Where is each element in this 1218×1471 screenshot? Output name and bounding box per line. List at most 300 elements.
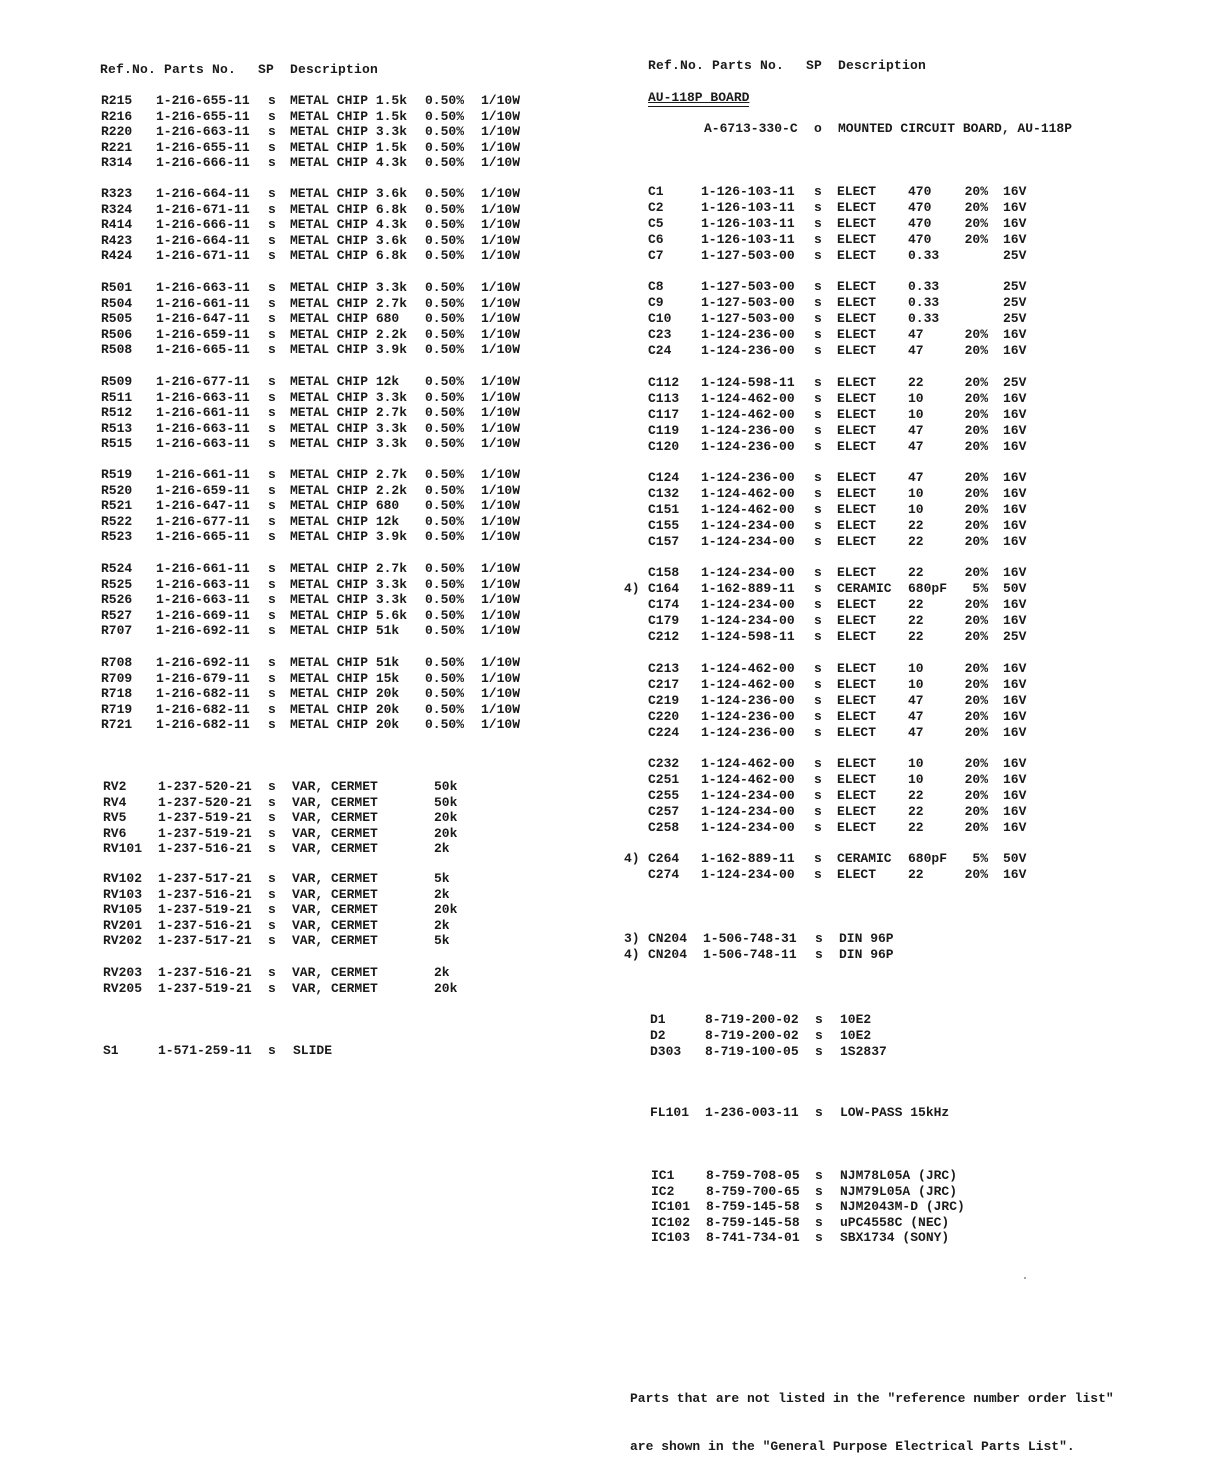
resistor-row-part: 1-216-661-11 bbox=[156, 405, 250, 421]
capacitor-row bbox=[0, 200, 1218, 216]
var-resistor-row-part: 1-237-519-21 bbox=[158, 810, 252, 826]
left-header-desc: Description bbox=[290, 62, 379, 77]
capacitor-row-part: 1-127-503-00 bbox=[701, 247, 795, 263]
capacitor-row-desc: ELECT bbox=[837, 310, 877, 326]
capacitor-row-ref: C124 bbox=[648, 470, 680, 485]
capacitor-row-val: 22 bbox=[908, 628, 924, 644]
capacitor-row-sp: s bbox=[814, 247, 822, 263]
capacitor-row-sp: s bbox=[814, 565, 822, 580]
capacitor-row-volt: 16V bbox=[1003, 326, 1027, 342]
capacitor-row-sp: s bbox=[814, 628, 822, 644]
capacitor-row-sp: s bbox=[814, 375, 822, 390]
resistor-row-desc: METAL CHIP 3.3k bbox=[290, 592, 408, 608]
resistor-row-ref: R520 bbox=[101, 482, 133, 498]
resistor-row-tol: 0.50% bbox=[425, 436, 465, 452]
capacitor-row bbox=[0, 820, 1218, 836]
capacitor-row-val: 47 bbox=[908, 708, 924, 724]
resistor-row-tol: 0.50% bbox=[425, 655, 465, 670]
resistor-row-part: 1-216-655-11 bbox=[156, 139, 250, 155]
resistor-row-tol: 0.50% bbox=[425, 623, 465, 639]
capacitor-row-tol: 5% bbox=[972, 851, 988, 866]
resistor-row-desc: METAL CHIP 680 bbox=[290, 498, 400, 514]
capacitor-row-volt: 16V bbox=[1003, 533, 1027, 549]
resistor-row-desc: METAL CHIP 3.3k bbox=[290, 576, 408, 592]
capacitor-row-volt: 16V bbox=[1003, 517, 1027, 533]
capacitor-row-val: 22 bbox=[908, 787, 924, 803]
diode-row-desc: 10E2 bbox=[840, 1012, 872, 1027]
capacitor-row-ref: C213 bbox=[648, 661, 680, 676]
capacitor-row-ref: C224 bbox=[648, 724, 680, 740]
capacitor-row-sp: s bbox=[814, 406, 822, 422]
ic-row-sp: s bbox=[815, 1214, 823, 1230]
var-resistor-row bbox=[0, 887, 1218, 903]
resistor-row-sp: s bbox=[268, 248, 276, 264]
var-resistor-row-part: 1-237-520-21 bbox=[158, 779, 252, 794]
resistor-row-sp: s bbox=[268, 529, 276, 545]
capacitor-row bbox=[0, 470, 1218, 486]
resistor-row-sp: s bbox=[268, 389, 276, 405]
connector-row-note: 3) bbox=[624, 931, 640, 946]
capacitor-row-volt: 25V bbox=[1003, 294, 1027, 310]
resistor-row-desc: METAL CHIP 3.6k bbox=[290, 232, 408, 248]
resistor-row-part: 1-216-692-11 bbox=[156, 655, 250, 670]
resistor-row-part: 1-216-682-11 bbox=[156, 686, 250, 702]
var-resistor-row bbox=[0, 981, 1218, 997]
resistor-row-desc: METAL CHIP 3.3k bbox=[290, 280, 408, 295]
capacitor-row bbox=[0, 420, 1218, 439]
capacitor-row-desc: ELECT bbox=[837, 596, 877, 612]
capacitor-row-volt: 16V bbox=[1003, 724, 1027, 740]
stray-mark bbox=[1024, 1277, 1026, 1279]
capacitor-row-part: 1-124-462-00 bbox=[701, 390, 795, 406]
capacitor-row-sp: s bbox=[814, 803, 822, 819]
capacitor-row bbox=[0, 629, 1218, 645]
resistor-row-part: 1-216-665-11 bbox=[156, 529, 250, 545]
var-resistor-row-sp: s bbox=[268, 980, 276, 996]
footnote-line-2: are shown in the "General Purpose Electrical Parts List". bbox=[630, 1439, 1075, 1454]
resistor-row-sp: s bbox=[268, 701, 276, 717]
resistor-row-watt: 1/10W bbox=[481, 124, 521, 140]
var-resistor-row-ref: RV105 bbox=[103, 902, 143, 918]
resistor-row-sp: s bbox=[268, 342, 276, 358]
resistor-row-tol: 0.50% bbox=[425, 670, 465, 686]
capacitor-row-val: 47 bbox=[908, 422, 924, 438]
var-resistor-row-desc: VAR, CERMET bbox=[292, 825, 378, 841]
resistor-row-ref: R216 bbox=[101, 108, 133, 124]
filter-ref: FL101 bbox=[650, 1105, 690, 1120]
capacitor-row-ref: C264 bbox=[648, 851, 680, 866]
switch-ref: S1 bbox=[103, 1043, 119, 1058]
capacitor-row-tol: 20% bbox=[964, 406, 988, 422]
capacitor-row-desc: ELECT bbox=[837, 628, 877, 644]
capacitor-row-tol: 20% bbox=[964, 612, 988, 628]
right-header-desc: Description bbox=[838, 58, 927, 73]
capacitor-row-part: 1-162-889-11 bbox=[701, 580, 795, 596]
capacitor-row-part: 1-127-503-00 bbox=[701, 279, 795, 294]
capacitor-row-tol: 20% bbox=[964, 803, 988, 819]
capacitor-row bbox=[0, 248, 1218, 264]
capacitor-row-tol: 20% bbox=[964, 375, 988, 390]
resistor-row-desc: METAL CHIP 2.7k bbox=[290, 405, 408, 421]
connector-row-desc: DIN 96P bbox=[839, 947, 894, 962]
var-resistor-row-val: 2k bbox=[434, 917, 450, 933]
resistor-row-desc: METAL CHIP 3.9k bbox=[290, 529, 408, 545]
capacitor-row bbox=[0, 279, 1218, 295]
resistor-row-desc: METAL CHIP 15k bbox=[290, 670, 400, 686]
ic-row-desc: uPC4558C (NEC) bbox=[840, 1214, 950, 1230]
capacitor-row-tol: 20% bbox=[964, 596, 988, 612]
capacitor-row-ref: C157 bbox=[648, 533, 680, 549]
resistor-row-tol: 0.50% bbox=[425, 342, 465, 358]
capacitor-row-volt: 16V bbox=[1003, 184, 1027, 199]
resistor-row-sp: s bbox=[268, 686, 276, 702]
resistor-row-part: 1-216-671-11 bbox=[156, 201, 250, 217]
capacitor-row-tol: 20% bbox=[964, 422, 988, 438]
resistor-row-sp: s bbox=[268, 576, 276, 592]
switch-desc: SLIDE bbox=[293, 1043, 333, 1058]
capacitor-row bbox=[0, 772, 1218, 788]
capacitor-row-val: 10 bbox=[908, 485, 924, 501]
resistor-row-ref: R511 bbox=[101, 389, 133, 405]
capacitor-row-sp: s bbox=[814, 438, 822, 454]
capacitor-row-tol: 20% bbox=[964, 866, 988, 882]
capacitor-row-part: 1-162-889-11 bbox=[701, 851, 795, 866]
resistor-row-ref: R707 bbox=[101, 623, 133, 639]
capacitor-row-tol: 20% bbox=[964, 438, 988, 454]
capacitor-row-volt: 25V bbox=[1003, 375, 1027, 390]
resistor-row-desc: METAL CHIP 20k bbox=[290, 701, 400, 717]
resistor-row-watt: 1/10W bbox=[481, 576, 521, 592]
resistor-row-part: 1-216-677-11 bbox=[156, 513, 250, 529]
capacitor-row-tol: 20% bbox=[964, 533, 988, 549]
capacitor-row-volt: 16V bbox=[1003, 501, 1027, 517]
resistor-row bbox=[0, 109, 1218, 125]
capacitor-row-note: 4) bbox=[624, 580, 640, 596]
capacitor-row-desc: ELECT bbox=[837, 661, 877, 676]
resistor-row-part: 1-216-663-11 bbox=[156, 436, 250, 452]
capacitor-row bbox=[0, 232, 1218, 248]
capacitor-row-desc: ELECT bbox=[837, 612, 877, 628]
resistor-row-ref: R414 bbox=[101, 217, 133, 233]
diode-row-sp: s bbox=[815, 1028, 823, 1043]
capacitor-row-part: 1-124-236-00 bbox=[701, 470, 795, 485]
capacitor-row-val: 22 bbox=[908, 596, 924, 612]
resistor-row-watt: 1/10W bbox=[481, 592, 521, 608]
resistor-row-part: 1-216-661-11 bbox=[156, 561, 250, 576]
left-header-sp: SP bbox=[258, 62, 275, 77]
var-resistor-row-ref: RV4 bbox=[103, 794, 127, 810]
resistor-row-ref: R521 bbox=[101, 498, 133, 514]
capacitor-row-volt: 16V bbox=[1003, 756, 1027, 771]
capacitor-row-sp: s bbox=[814, 787, 822, 803]
resistor-row-sp: s bbox=[268, 186, 276, 201]
capacitor-row-desc: ELECT bbox=[837, 375, 877, 390]
var-resistor-row-part: 1-237-519-21 bbox=[158, 825, 252, 841]
switch-part: 1-571-259-11 bbox=[158, 1043, 252, 1058]
resistor-row-ref: R324 bbox=[101, 201, 133, 217]
var-resistor-row-desc: VAR, CERMET bbox=[292, 841, 378, 857]
resistor-row-sp: s bbox=[268, 139, 276, 155]
resistor-row-part: 1-216-659-11 bbox=[156, 326, 250, 342]
capacitor-row-ref: C119 bbox=[648, 422, 680, 438]
capacitor-row-tol: 20% bbox=[964, 565, 988, 580]
capacitor-row-sp: s bbox=[814, 612, 822, 628]
diode-row bbox=[0, 1028, 1218, 1044]
capacitor-row-part: 1-124-236-00 bbox=[701, 708, 795, 724]
ic-row-desc: NJM2043M-D (JRC) bbox=[840, 1199, 965, 1215]
resistor-row-sp: s bbox=[268, 592, 276, 608]
resistor-row-ref: R220 bbox=[101, 124, 133, 140]
capacitor-row-desc: ELECT bbox=[837, 819, 877, 835]
resistor-row-part: 1-216-655-11 bbox=[156, 108, 250, 124]
capacitor-row bbox=[0, 439, 1218, 455]
resistor-row-desc: METAL CHIP 2.7k bbox=[290, 561, 408, 576]
resistor-row-sp: s bbox=[268, 467, 276, 482]
capacitor-row-sp: s bbox=[814, 199, 822, 215]
capacitor-row bbox=[0, 677, 1218, 693]
capacitor-row-part: 1-124-462-00 bbox=[701, 485, 795, 501]
capacitor-row-val: 10 bbox=[908, 501, 924, 517]
capacitor-row bbox=[0, 804, 1218, 820]
capacitor-row-volt: 50V bbox=[1003, 851, 1027, 866]
capacitor-row-desc: ELECT bbox=[837, 470, 877, 485]
resistor-row-ref: R515 bbox=[101, 436, 133, 452]
capacitor-row bbox=[0, 661, 1218, 677]
diode-row-desc: 10E2 bbox=[840, 1028, 872, 1043]
capacitor-row-volt: 16V bbox=[1003, 406, 1027, 422]
filter-desc: LOW-PASS 15kHz bbox=[840, 1105, 950, 1120]
ic-row-ref: IC103 bbox=[651, 1230, 691, 1246]
resistor-row-watt: 1/10W bbox=[481, 311, 521, 327]
capacitor-row-desc: ELECT bbox=[837, 724, 877, 740]
resistor-row-watt: 1/10W bbox=[481, 436, 521, 452]
capacitor-row-sp: s bbox=[814, 580, 822, 596]
capacitor-row-val: 47 bbox=[908, 724, 924, 740]
var-resistor-row-part: 1-237-519-21 bbox=[158, 980, 252, 996]
ic-row-ref: IC2 bbox=[651, 1183, 675, 1199]
capacitor-row-tol: 20% bbox=[964, 215, 988, 231]
capacitor-row-part: 1-126-103-11 bbox=[701, 199, 795, 215]
resistor-row-desc: METAL CHIP 2.2k bbox=[290, 326, 408, 342]
capacitor-row-ref: C8 bbox=[648, 279, 664, 294]
capacitor-row-ref: C212 bbox=[648, 628, 680, 644]
resistor-row bbox=[0, 140, 1218, 156]
connector-row-sp: s bbox=[815, 947, 823, 962]
capacitor-row-sp: s bbox=[814, 470, 822, 485]
resistor-row-ref: R221 bbox=[101, 139, 133, 155]
capacitor-row-part: 1-126-103-11 bbox=[701, 231, 795, 247]
filter-part: 1-236-003-11 bbox=[705, 1105, 799, 1120]
ic-row-desc: SBX1734 (SONY) bbox=[840, 1230, 950, 1246]
capacitor-row-desc: ELECT bbox=[837, 279, 877, 294]
capacitor-row-ref: C9 bbox=[648, 294, 664, 310]
capacitor-row-part: 1-124-234-00 bbox=[701, 612, 795, 628]
var-resistor-row-part: 1-237-516-21 bbox=[158, 965, 252, 980]
capacitor-row-ref: C7 bbox=[648, 247, 664, 263]
var-resistor-row-desc: VAR, CERMET bbox=[292, 871, 378, 886]
resistor-row-watt: 1/10W bbox=[481, 670, 521, 686]
resistor-row-part: 1-216-647-11 bbox=[156, 498, 250, 514]
resistor-row-sp: s bbox=[268, 717, 276, 733]
capacitor-row-volt: 16V bbox=[1003, 596, 1027, 612]
resistor-row-tol: 0.50% bbox=[425, 155, 465, 171]
capacitor-row-desc: ELECT bbox=[837, 533, 877, 549]
resistor-row-ref: R721 bbox=[101, 717, 133, 733]
capacitor-row-desc: ELECT bbox=[837, 866, 877, 882]
right-header-ref: Ref.No. bbox=[648, 58, 705, 73]
resistor-row-desc: METAL CHIP 51k bbox=[290, 623, 400, 639]
ic-row-sp: s bbox=[815, 1199, 823, 1215]
ic-row-sp: s bbox=[815, 1183, 823, 1199]
connector-row bbox=[0, 931, 1218, 947]
capacitor-row-volt: 16V bbox=[1003, 708, 1027, 724]
resistor-row-part: 1-216-661-11 bbox=[156, 467, 250, 482]
capacitor-row-ref: C6 bbox=[648, 231, 664, 247]
capacitor-row-tol: 20% bbox=[964, 708, 988, 724]
resistor-row-watt: 1/10W bbox=[481, 155, 521, 171]
capacitor-row-part: 1-124-234-00 bbox=[701, 517, 795, 533]
capacitor-row-sp: s bbox=[814, 596, 822, 612]
capacitor-row bbox=[0, 518, 1218, 534]
resistor-row-part: 1-216-661-11 bbox=[156, 295, 250, 311]
resistor-row-watt: 1/10W bbox=[481, 467, 521, 482]
capacitor-row-volt: 16V bbox=[1003, 485, 1027, 501]
resistor-row-tol: 0.50% bbox=[425, 217, 465, 233]
capacitor-row-val: 10 bbox=[908, 676, 924, 692]
capacitor-row-desc: ELECT bbox=[837, 215, 877, 231]
resistor-row-sp: s bbox=[268, 217, 276, 233]
capacitor-row-ref: C10 bbox=[648, 310, 672, 326]
var-resistor-row-part: 1-237-519-21 bbox=[158, 902, 252, 918]
resistor-row-desc: METAL CHIP 12k bbox=[290, 374, 400, 389]
ic-row-part: 8-759-145-58 bbox=[706, 1214, 800, 1230]
resistor-row-part: 1-216-663-11 bbox=[156, 389, 250, 405]
resistor-row-desc: METAL CHIP 1.5k bbox=[290, 93, 408, 108]
resistor-row-ref: R526 bbox=[101, 592, 133, 608]
capacitor-row bbox=[0, 391, 1218, 407]
resistor-row-tol: 0.50% bbox=[425, 592, 465, 608]
resistor-row-desc: METAL CHIP 6.8k bbox=[290, 248, 408, 264]
capacitor-row-part: 1-124-234-00 bbox=[701, 866, 795, 882]
footnote bbox=[630, 1359, 1114, 1471]
resistor-row-watt: 1/10W bbox=[481, 498, 521, 514]
resistor-row-tol: 0.50% bbox=[425, 248, 465, 264]
resistor-row-sp: s bbox=[268, 311, 276, 327]
resistor-row-watt: 1/10W bbox=[481, 326, 521, 342]
var-resistor-row-ref: RV102 bbox=[103, 871, 143, 886]
capacitor-row-ref: C274 bbox=[648, 866, 680, 882]
capacitor-row bbox=[0, 216, 1218, 232]
resistor-row-ref: R525 bbox=[101, 576, 133, 592]
connector-row-ref: CN204 bbox=[648, 947, 688, 962]
var-resistor-row-ref: RV201 bbox=[103, 917, 143, 933]
var-resistor-row-val: 5k bbox=[434, 871, 450, 886]
resistor-row-sp: s bbox=[268, 405, 276, 421]
resistor-row-part: 1-216-663-11 bbox=[156, 576, 250, 592]
capacitor-row-part: 1-124-462-00 bbox=[701, 771, 795, 787]
var-resistor-row-val: 5k bbox=[434, 933, 450, 949]
resistor-row-ref: R512 bbox=[101, 405, 133, 421]
capacitor-row bbox=[0, 788, 1218, 804]
capacitor-row-desc: ELECT bbox=[837, 199, 877, 215]
var-resistor-row-ref: RV2 bbox=[103, 779, 127, 794]
capacitor-row-desc: ELECT bbox=[837, 438, 877, 454]
left-header-ref: Ref.No. bbox=[100, 62, 157, 77]
resistor-row-desc: METAL CHIP 3.3k bbox=[290, 436, 408, 452]
var-resistor-row-val: 2k bbox=[434, 965, 450, 980]
resistor-row-tol: 0.50% bbox=[425, 201, 465, 217]
capacitor-row-ref: C251 bbox=[648, 771, 680, 787]
capacitor-row-desc: ELECT bbox=[837, 787, 877, 803]
resistor-row-watt: 1/10W bbox=[481, 342, 521, 358]
var-resistor-row-val: 2k bbox=[434, 886, 450, 902]
resistor-row-tol: 0.50% bbox=[425, 482, 465, 498]
connector-row bbox=[0, 947, 1218, 963]
resistor-row-tol: 0.50% bbox=[425, 326, 465, 342]
capacitor-row-volt: 16V bbox=[1003, 231, 1027, 247]
capacitor-row-val: 22 bbox=[908, 565, 924, 580]
capacitor-row-tol: 20% bbox=[964, 692, 988, 708]
capacitor-row-tol: 20% bbox=[964, 661, 988, 676]
resistor-row-desc: METAL CHIP 6.8k bbox=[290, 201, 408, 217]
diode-row-part: 8-719-100-05 bbox=[705, 1044, 799, 1059]
var-resistor-row-ref: RV205 bbox=[103, 980, 143, 996]
resistor-row-watt: 1/10W bbox=[481, 217, 521, 233]
capacitor-row-tol: 20% bbox=[964, 326, 988, 342]
capacitor-row-note: 4) bbox=[624, 851, 640, 866]
resistor-row-tol: 0.50% bbox=[425, 513, 465, 529]
resistor-row-watt: 1/10W bbox=[481, 389, 521, 405]
capacitor-row-ref: C117 bbox=[648, 406, 680, 422]
resistor-row-tol: 0.50% bbox=[425, 686, 465, 702]
resistor-row-tol: 0.50% bbox=[425, 139, 465, 155]
board-desc: MOUNTED CIRCUIT BOARD, AU-118P bbox=[838, 121, 1073, 136]
capacitor-row-sp: s bbox=[814, 184, 822, 199]
resistor-row-watt: 1/10W bbox=[481, 482, 521, 498]
var-resistor-row-desc: VAR, CERMET bbox=[292, 779, 378, 794]
capacitor-row-ref: C179 bbox=[648, 612, 680, 628]
capacitor-row-val: 470 bbox=[908, 199, 932, 215]
capacitor-row-part: 1-124-462-00 bbox=[701, 756, 795, 771]
connector-row-desc: DIN 96P bbox=[839, 931, 894, 946]
resistor-row bbox=[0, 93, 1218, 109]
capacitor-row-part: 1-124-234-00 bbox=[701, 803, 795, 819]
capacitor-row-val: 47 bbox=[908, 692, 924, 708]
var-resistor-row-desc: VAR, CERMET bbox=[292, 965, 378, 980]
capacitor-row bbox=[0, 486, 1218, 502]
resistor-row-tol: 0.50% bbox=[425, 701, 465, 717]
resistor-row-watt: 1/10W bbox=[481, 295, 521, 311]
ic-row-sp: s bbox=[815, 1168, 823, 1183]
capacitor-row bbox=[0, 581, 1218, 597]
capacitor-row bbox=[0, 327, 1218, 343]
resistor-row-ref: R527 bbox=[101, 607, 133, 623]
capacitor-row-part: 1-124-598-11 bbox=[701, 375, 795, 390]
capacitor-row-tol: 20% bbox=[964, 628, 988, 644]
capacitor-row-part: 1-124-236-00 bbox=[701, 422, 795, 438]
ic-row bbox=[0, 1199, 1218, 1215]
var-resistor-row-desc: VAR, CERMET bbox=[292, 810, 378, 826]
capacitor-row bbox=[0, 725, 1218, 741]
resistor-row-sp: s bbox=[268, 326, 276, 342]
var-resistor-row-val: 50k bbox=[434, 779, 458, 794]
resistor-row-ref: R709 bbox=[101, 670, 133, 686]
capacitor-row-val: 10 bbox=[908, 771, 924, 787]
var-resistor-row-sp: s bbox=[268, 871, 276, 886]
capacitor-row-sp: s bbox=[814, 422, 822, 438]
resistor-row-desc: METAL CHIP 4.3k bbox=[290, 155, 408, 171]
footnote-line-1: Parts that are not listed in the "reference number order list" bbox=[630, 1391, 1114, 1406]
